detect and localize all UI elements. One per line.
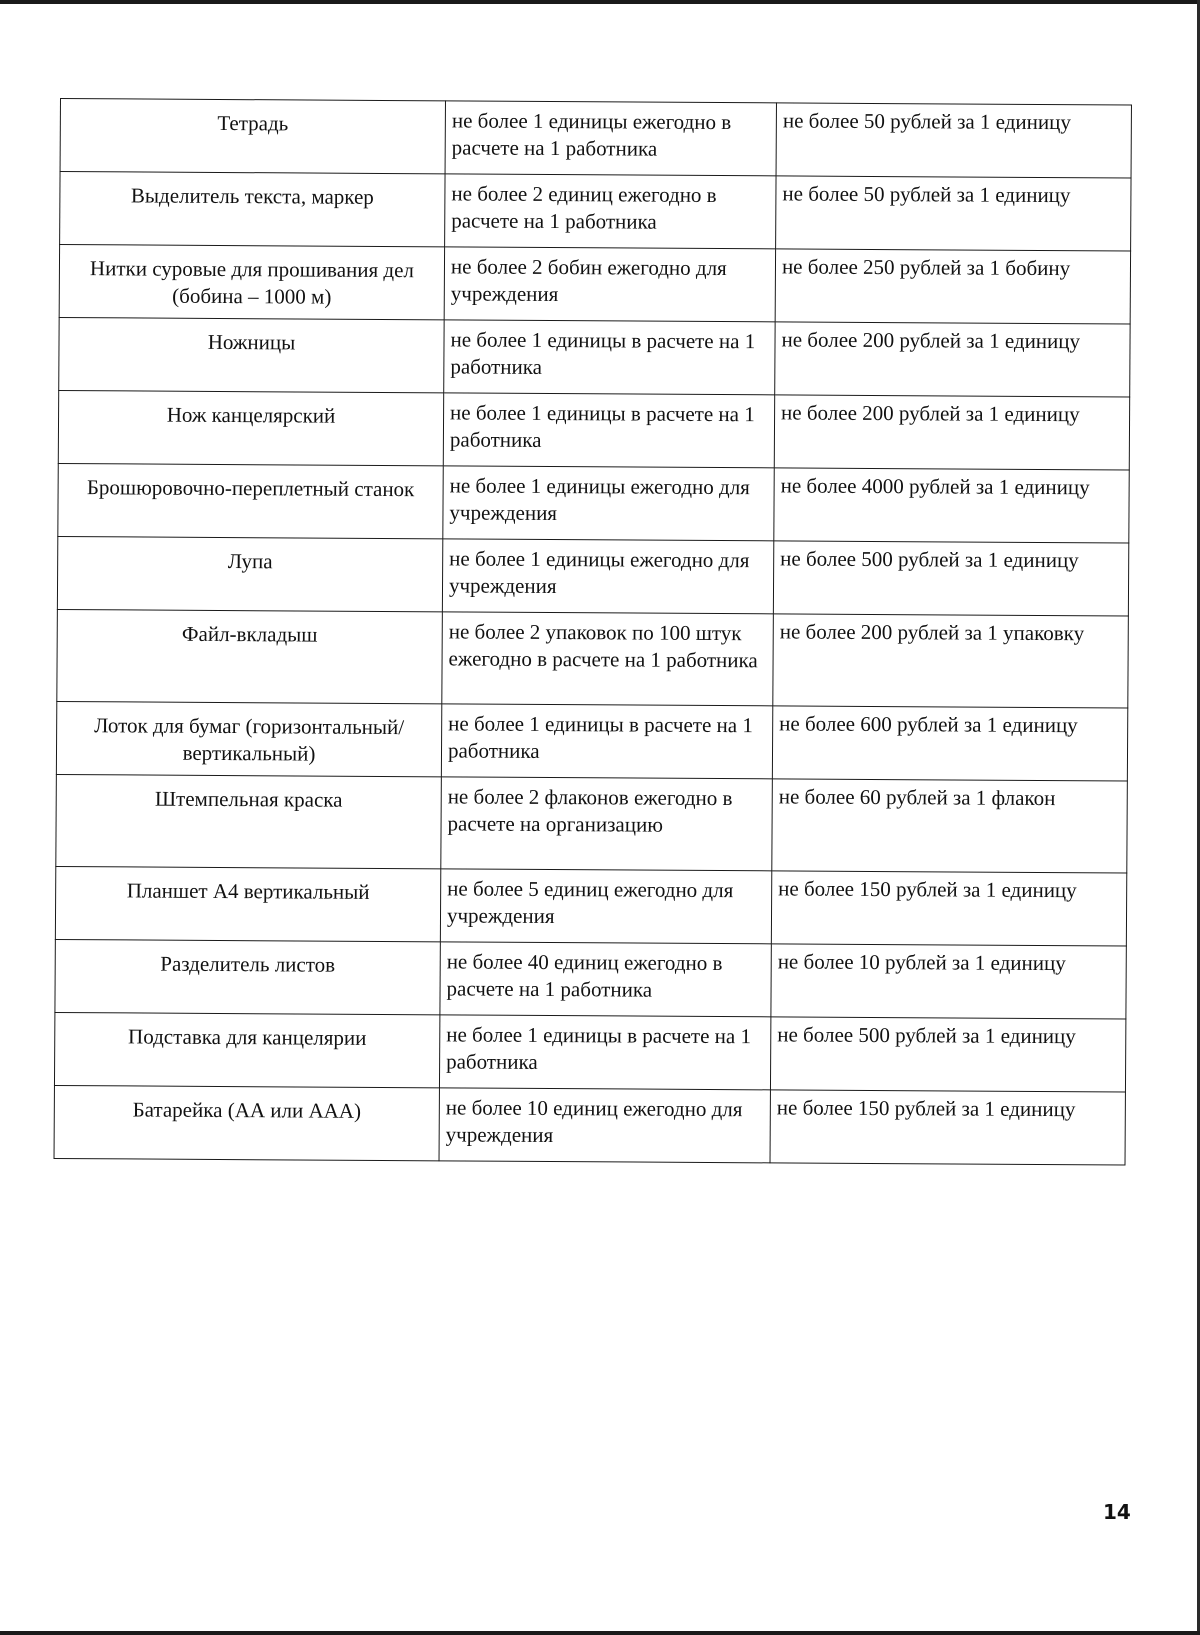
quantity-cell: не более 1 единицы ежегодно для учреждения xyxy=(443,466,774,541)
price-cell: не более 50 рублей за 1 единицу xyxy=(776,103,1131,178)
scan-edge-bottom xyxy=(0,1631,1200,1635)
quantity-cell: не более 2 упаковок по 100 штук ежегодно в расчете на 1 работника xyxy=(442,612,774,706)
item-name-cell: Нитки суровые для прошивания дел (бобина – 1000 м) xyxy=(59,245,444,320)
item-name-cell: Ножницы xyxy=(59,317,444,392)
quantity-cell: не более 5 единиц ежегодно для учреждения xyxy=(440,869,771,944)
item-name-cell: Тетрадь xyxy=(60,99,445,174)
table-row xyxy=(55,866,1126,946)
item-name-cell: Лупа xyxy=(57,536,442,611)
quantity-cell: не более 1 единицы ежегодно для учреждения xyxy=(442,539,773,614)
table-row xyxy=(58,390,1129,470)
table-row xyxy=(60,172,1131,252)
quantity-cell: не более 2 флаконов ежегодно в расчете на организацию xyxy=(441,777,773,871)
supplies-table xyxy=(54,98,1132,1166)
item-name-cell: Лоток для бумаг (горизонтальный/вертикальный) xyxy=(56,701,441,776)
table-row xyxy=(54,1085,1125,1165)
item-name-cell: Разделитель листов xyxy=(55,939,440,1014)
price-cell: не более 500 рублей за 1 единицу xyxy=(770,1017,1125,1092)
price-cell: не более 50 рублей за 1 единицу xyxy=(776,176,1131,251)
quantity-cell: не более 1 единицы в расчете на 1 работника xyxy=(439,1015,770,1090)
price-cell: не более 200 рублей за 1 единицу xyxy=(775,322,1130,397)
item-name-cell: Выделитель текста, маркер xyxy=(60,172,445,247)
price-cell: не более 250 рублей за 1 бобину xyxy=(775,249,1130,324)
price-cell: не более 10 рублей за 1 единицу xyxy=(771,944,1126,1019)
price-cell: не более 150 рублей за 1 единицу xyxy=(770,1090,1125,1165)
price-cell: не более 4000 рублей за 1 единицу xyxy=(774,468,1129,543)
quantity-cell: не более 1 единицы в расчете на 1 работника xyxy=(444,320,775,395)
page-number: 14 xyxy=(1103,1500,1131,1524)
item-name-cell: Штемпельная краска xyxy=(56,774,442,868)
quantity-cell: не более 2 бобин ежегодно для учреждения xyxy=(444,247,775,322)
supplies-table-wrapper xyxy=(54,98,1132,1166)
price-cell: не более 600 рублей за 1 единицу xyxy=(772,706,1127,781)
table-row xyxy=(60,99,1131,179)
table-row xyxy=(57,609,1129,708)
price-cell: не более 150 рублей за 1 единицу xyxy=(771,871,1126,946)
table-row xyxy=(57,536,1128,616)
table-row xyxy=(54,1012,1125,1092)
item-name-cell: Батарейка (АА или ААА) xyxy=(54,1085,439,1160)
item-name-cell: Нож канцелярский xyxy=(58,390,443,465)
scan-edge-top xyxy=(0,0,1200,4)
quantity-cell: не более 1 единицы в расчете на 1 работника xyxy=(441,704,772,779)
table-row xyxy=(59,245,1130,325)
item-name-cell: Планшет А4 вертикальный xyxy=(55,866,440,941)
table-row xyxy=(59,317,1130,397)
item-name-cell: Файл-вкладыш xyxy=(57,609,443,703)
price-cell: не более 200 рублей за 1 единицу xyxy=(774,395,1129,470)
quantity-cell: не более 10 единиц ежегодно для учреждения xyxy=(439,1088,770,1163)
price-cell: не более 200 рублей за 1 упаковку xyxy=(773,614,1129,708)
table-row xyxy=(56,701,1127,781)
table-row xyxy=(55,939,1126,1019)
price-cell: не более 500 рублей за 1 единицу xyxy=(773,541,1128,616)
item-name-cell: Подставка для канцелярии xyxy=(54,1012,439,1087)
quantity-cell: не более 40 единиц ежегодно в расчете на 1 работника xyxy=(440,942,771,1017)
quantity-cell: не более 2 единиц ежегодно в расчете на 1 работника xyxy=(445,174,776,249)
quantity-cell: не более 1 единицы ежегодно в расчете на 1 работника xyxy=(445,101,776,176)
quantity-cell: не более 1 единицы в расчете на 1 работника xyxy=(443,393,774,468)
price-cell: не более 60 рублей за 1 флакон xyxy=(772,779,1128,873)
table-row xyxy=(58,463,1129,543)
item-name-cell: Брошюровочно-переплетный станок xyxy=(58,463,443,538)
table-row xyxy=(56,774,1128,873)
